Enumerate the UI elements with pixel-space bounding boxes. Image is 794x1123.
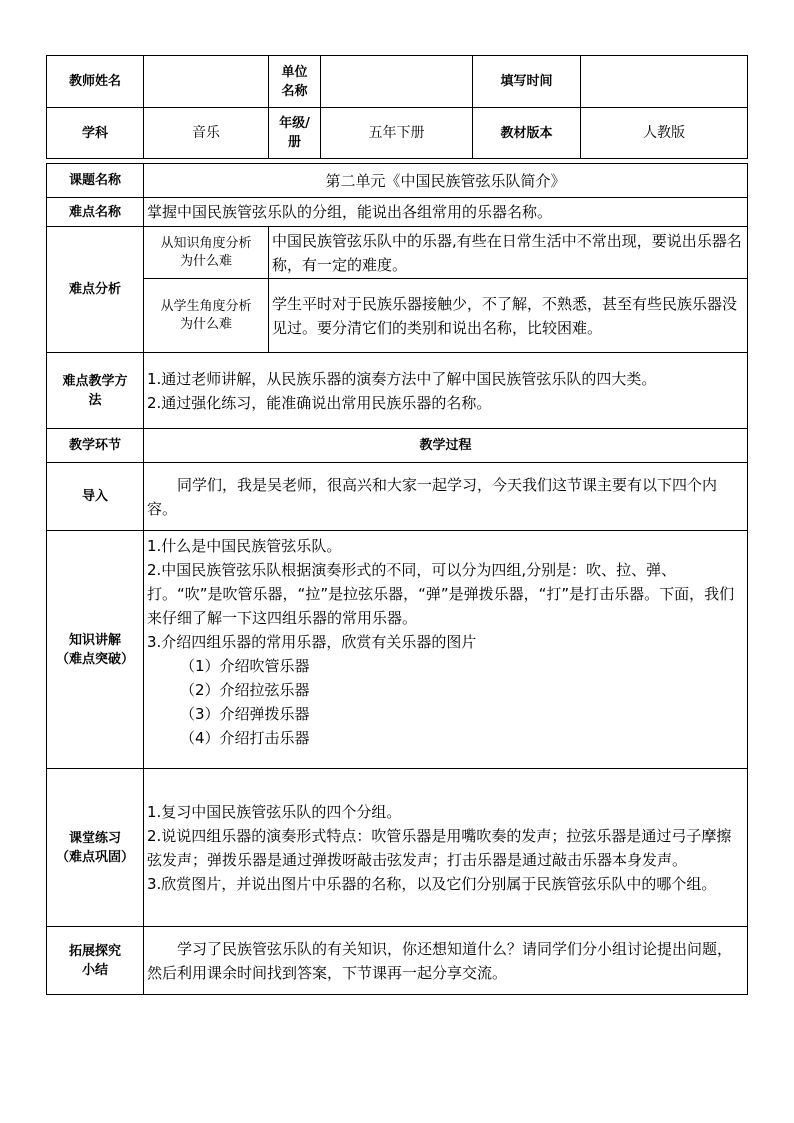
method-text: [144, 353, 748, 429]
student-label: [144, 279, 269, 353]
practice-label-line1: 课堂练习: [68, 830, 121, 846]
explain-sub-3: （3）介绍弹拨乐器: [180, 705, 310, 723]
subject-value: 音乐: [144, 108, 269, 159]
explain-sub-1: （1）介绍吹管乐器: [180, 657, 310, 675]
student-text: 学生平时对于民族乐器接触少，不了解，不熟悉，甚至有些民族乐器没见过。要分清它们的类别和说出名称，比较困难。: [269, 279, 748, 353]
title-row: [47, 164, 748, 198]
student-label-line1: 从学生角度分析: [160, 298, 252, 314]
header-row-1: [47, 56, 748, 108]
explain-label: [47, 531, 144, 769]
unit-label: [269, 56, 321, 108]
practice-label: [47, 769, 144, 927]
method-label-line2: 法: [88, 392, 102, 408]
knowledge-text: 中国民族管弦乐队中的乐器,有些在日常生活中不常出现，要说出乐器名称，有一定的难度。: [269, 227, 748, 279]
subject-label: 学科: [47, 108, 144, 159]
stage-header-row: [47, 429, 748, 463]
date-value: [581, 56, 748, 108]
method-label-line1: 难点教学方: [62, 373, 128, 389]
unit-label-line2: 名称: [281, 83, 308, 99]
teacher-label: 教师姓名: [47, 56, 144, 108]
lesson-plan-table: [46, 55, 748, 995]
knowledge-label-line2: 为什么难: [179, 253, 232, 269]
grade-value: 五年下册: [321, 108, 473, 159]
practice-label-line2: （难点巩固）: [55, 849, 134, 865]
practice-text: [144, 769, 748, 927]
intro-text: 同学们，我是吴老师，很高兴和大家一起学习，今天我们这节课主要有以下四个内容。: [144, 463, 748, 531]
process-label: 教学过程: [144, 429, 748, 463]
method-label: [47, 353, 144, 429]
unit-value: [321, 56, 473, 108]
grade-label-line1: 年级/: [279, 116, 310, 131]
student-label-line2: 为什么难: [179, 316, 232, 332]
method-row: [47, 353, 748, 429]
explain-label-line1: 知识讲解: [68, 632, 121, 648]
difficulty-value: 掌握中国民族管弦乐队的分组，能说出各组常用的乐器名称。: [144, 198, 748, 227]
analysis-row-knowledge: [47, 227, 748, 279]
difficulty-row: [47, 198, 748, 227]
explain-text: [144, 531, 748, 769]
header-row-2: [47, 108, 748, 159]
explain-item-2: 2.中国民族管弦乐队根据演奏形式的不同，可以分为四组,分别是：吹、拉、弹、打。“吹”是吹管乐器，“拉”是拉弦乐器，“弹”是弹拨乐器，“打”是打击乐器。下面，我们来仔细了解一下这四组乐器的常用乐器。: [147, 561, 735, 627]
explain-label-line2: （难点突破）: [55, 651, 134, 667]
title-value: 第二单元《中国民族管弦乐队简介》: [144, 164, 748, 198]
practice-item-1: 1.复习中国民族管弦乐队的四个分组。: [147, 802, 402, 821]
analysis-label: 难点分析: [47, 227, 144, 353]
knowledge-label: [144, 227, 269, 279]
practice-row: [47, 769, 748, 927]
explain-item-3: 3.介绍四组乐器的常用乐器，欣赏有关乐器的图片: [147, 633, 477, 651]
stage-label: 教学环节: [47, 429, 144, 463]
intro-label: 导入: [47, 463, 144, 531]
practice-item-2: 2.说说四组乐器的演奏形式特点：吹管乐器是用嘴吹奏的发声；拉弦乐器是通过弓子摩擦弦发声；弹拨乐器是通过弹拨呀敲击弦发声；打击乐器是通过敲击乐器本身发声。: [147, 826, 732, 869]
intro-row: [47, 463, 748, 531]
grade-label: [269, 108, 321, 159]
method-item-1: 1.通过老师讲解，从民族乐器的演奏方法中了解中国民族管弦乐队的四大类。: [147, 369, 657, 388]
extend-label-line2: 小结: [81, 962, 108, 978]
edition-value: 人教版: [581, 108, 748, 159]
explain-sub-2: （2）介绍拉弦乐器: [180, 681, 310, 699]
analysis-row-student: [47, 279, 748, 353]
explain-sub-4: （4）介绍打击乐器: [180, 729, 310, 747]
edition-label: 教材版本: [473, 108, 581, 159]
unit-label-line1: 单位: [281, 64, 308, 80]
practice-item-3: 3.欣赏图片，并说出图片中乐器的名称，以及它们分别属于民族管弦乐队中的哪个组。: [147, 874, 717, 893]
method-item-2: 2.通过强化练习，能准确说出常用民族乐器的名称。: [147, 393, 492, 412]
teacher-value: [144, 56, 269, 108]
explain-row: [47, 531, 748, 769]
difficulty-label: 难点名称: [47, 198, 144, 227]
knowledge-label-line1: 从知识角度分析: [160, 235, 252, 251]
grade-label-line2: 册: [287, 135, 301, 150]
title-label: 课题名称: [47, 164, 144, 198]
extend-label: [47, 927, 144, 995]
extend-row: [47, 927, 748, 995]
extend-text: 学习了民族管弦乐队的有关知识，你还想知道什么？请同学们分小组讨论提出问题，然后利用课余时间找到答案，下节课再一起分享交流。: [144, 927, 748, 995]
explain-item-1: 1.什么是中国民族管弦乐队。: [147, 537, 342, 555]
date-label: 填写时间: [473, 56, 581, 108]
extend-label-line1: 拓展探究: [68, 943, 121, 959]
